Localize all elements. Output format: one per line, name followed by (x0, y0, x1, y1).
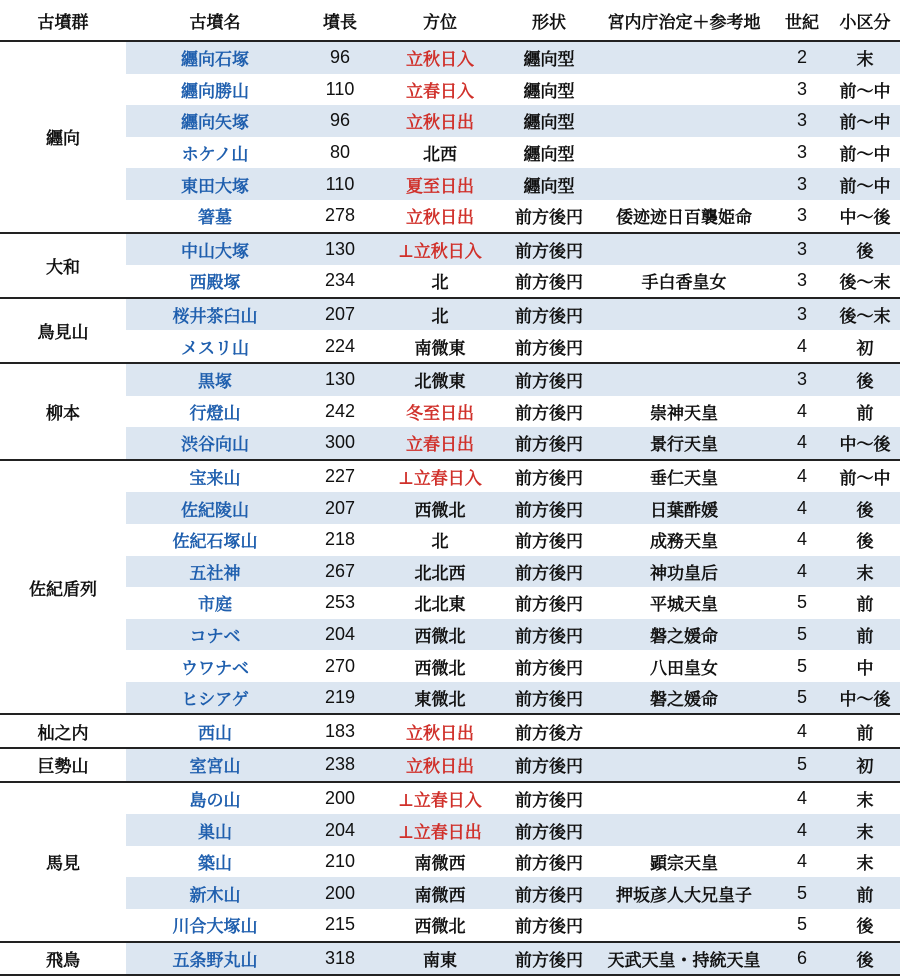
length-cell: 318 (304, 942, 376, 976)
subdivision-cell: 初 (856, 338, 874, 359)
kofun-name-cell: 新木山 (126, 877, 304, 909)
kofun-name-cell: 箸墓 (198, 208, 232, 229)
century-cell: 3 (796, 205, 807, 226)
direction-cell: 西微北 (414, 658, 466, 679)
length-cell: 278 (324, 205, 356, 226)
header-shape: 形状 (504, 0, 594, 41)
subdivision-cell: 後～末 (839, 273, 891, 294)
century-cell: 3 (796, 142, 807, 163)
group-cell: 馬見 (0, 782, 126, 942)
direction-cell: ⊥立春日入 (376, 460, 504, 493)
direction-cell: 南微西 (414, 854, 466, 875)
century-cell: 4 (796, 529, 807, 550)
kofun-name-cell: 佐紀陵山 (126, 492, 304, 524)
century-cell: 5 (774, 748, 830, 782)
subdivision-cell: 中～後 (830, 427, 900, 460)
length-cell: 200 (304, 782, 376, 815)
length-cell: 80 (329, 142, 351, 163)
kofun-name-cell: 纒向石塚 (126, 41, 304, 74)
direction-cell: 北微東 (376, 363, 504, 396)
kofun-name-cell: 纒向矢塚 (126, 105, 304, 137)
table-body (0, 41, 900, 975)
kofun-name-cell: 佐紀石塚山 (172, 532, 258, 553)
shape-cell: 前方後円 (515, 532, 583, 553)
kofun-name-cell: 川合大塚山 (172, 917, 258, 938)
direction-cell: 立春日入 (406, 81, 474, 102)
kofun-name-cell: 渋谷向山 (126, 427, 304, 460)
table-row (0, 846, 900, 878)
shape-cell: 前方後円 (504, 748, 594, 782)
table-row (0, 265, 900, 298)
direction-cell: 立秋日出 (376, 748, 504, 782)
shape-cell: 前方後円 (504, 814, 594, 846)
subdivision-cell: 前～中 (839, 145, 891, 166)
length-cell: 224 (324, 335, 356, 356)
direction-cell: ⊥立春日入 (376, 782, 504, 815)
century-cell: 5 (796, 592, 807, 613)
direction-cell: 北西 (423, 145, 457, 166)
length-cell: 204 (304, 619, 376, 651)
header-imperial-designation: 宮内庁治定＋参考地 (594, 0, 774, 41)
length-cell: 300 (304, 427, 376, 460)
designation-cell (594, 363, 774, 396)
length-cell: 242 (324, 400, 356, 421)
designation-cell (594, 330, 774, 363)
shape-cell: 前方後円 (504, 877, 594, 909)
kofun-name-cell: 市庭 (198, 595, 232, 616)
header-row (0, 0, 900, 41)
length-cell: 218 (324, 529, 356, 550)
table-row (0, 619, 900, 651)
century-cell: 4 (774, 556, 830, 588)
subdivision-cell: 後 (856, 917, 874, 938)
direction-cell: 南東 (376, 942, 504, 976)
table-row (0, 524, 900, 556)
header-length: 墳長 (304, 0, 376, 41)
century-cell: 4 (796, 335, 807, 356)
kofun-name-cell: 黒塚 (126, 363, 304, 396)
length-cell: 234 (324, 270, 356, 291)
group-cell: 鳥見山 (0, 298, 126, 363)
length-cell: 227 (304, 460, 376, 493)
century-cell: 4 (774, 714, 830, 748)
direction-cell: 南微東 (414, 338, 466, 359)
length-cell: 200 (304, 877, 376, 909)
shape-cell: 前方後円 (504, 427, 594, 460)
shape-cell: 前方後円 (504, 782, 594, 815)
table-row (0, 587, 900, 619)
length-cell: 96 (304, 41, 376, 74)
direction-cell: 立秋日出 (406, 208, 474, 229)
century-cell: 4 (796, 851, 807, 872)
length-cell: 96 (304, 105, 376, 137)
designation-cell (594, 714, 774, 748)
length-cell: 207 (304, 492, 376, 524)
length-cell: 210 (324, 851, 356, 872)
table-row (0, 200, 900, 233)
shape-cell: 前方後円 (515, 208, 583, 229)
direction-cell: 北北東 (414, 595, 466, 616)
length-cell: 110 (304, 168, 376, 200)
designation-cell: 成務天皇 (650, 532, 718, 553)
subdivision-cell: 前 (830, 877, 900, 909)
kofun-name-cell: 五社神 (126, 556, 304, 588)
kofun-name-cell: ウワナベ (181, 658, 249, 679)
shape-cell: 前方後円 (504, 460, 594, 493)
century-cell: 4 (774, 427, 830, 460)
subdivision-cell: 前～中 (830, 460, 900, 493)
subdivision-cell: 前～中 (830, 105, 900, 137)
designation-cell: 崇神天皇 (650, 403, 718, 424)
subdivision-cell: 初 (830, 748, 900, 782)
table-row (0, 814, 900, 846)
length-cell: 204 (304, 814, 376, 846)
century-cell: 4 (774, 814, 830, 846)
designation-cell: 顕宗天皇 (650, 854, 718, 875)
length-cell: 207 (304, 298, 376, 331)
table-row (0, 909, 900, 942)
shape-cell: 纒向型 (504, 168, 594, 200)
designation-cell (594, 74, 774, 106)
direction-cell: 西微北 (376, 492, 504, 524)
table-row (0, 105, 900, 137)
shape-cell: 纒向型 (523, 145, 575, 166)
designation-cell: 天武天皇・持統天皇 (594, 942, 774, 976)
designation-cell: 磐之媛命 (594, 619, 774, 651)
kofun-name-cell: 桜井茶臼山 (126, 298, 304, 331)
century-cell: 5 (796, 655, 807, 676)
length-cell: 130 (304, 363, 376, 396)
shape-cell: 前方後円 (515, 658, 583, 679)
direction-cell: ⊥立秋日入 (376, 233, 504, 266)
table-row (0, 460, 900, 493)
designation-cell (594, 105, 774, 137)
header-direction: 方位 (376, 0, 504, 41)
designation-cell: 押坂彦人大兄皇子 (594, 877, 774, 909)
shape-cell: 前方後円 (504, 363, 594, 396)
century-cell: 5 (774, 682, 830, 715)
designation-cell: 平城天皇 (650, 595, 718, 616)
century-cell: 6 (774, 942, 830, 976)
direction-cell: 夏至日出 (376, 168, 504, 200)
designation-cell: 神功皇后 (594, 556, 774, 588)
subdivision-cell: 前 (830, 619, 900, 651)
subdivision-cell: 後～末 (830, 298, 900, 331)
designation-cell (594, 298, 774, 331)
length-cell: 183 (304, 714, 376, 748)
kofun-name-cell: 行燈山 (189, 403, 241, 424)
kofun-name-cell: ヒシアゲ (126, 682, 304, 715)
table-row (0, 877, 900, 909)
group-cell: 飛鳥 (0, 942, 126, 976)
kofun-name-cell: 西殿塚 (189, 273, 241, 294)
length-cell: 215 (324, 914, 356, 935)
century-cell: 4 (774, 460, 830, 493)
direction-cell: 西微北 (414, 917, 466, 938)
century-cell: 5 (796, 914, 807, 935)
designation-cell: 八田皇女 (650, 658, 718, 679)
table-row (0, 168, 900, 200)
kofun-name-cell: 東田大塚 (126, 168, 304, 200)
subdivision-cell: 末 (830, 782, 900, 815)
shape-cell: 前方後方 (504, 714, 594, 748)
century-cell: 4 (774, 782, 830, 815)
direction-cell: 北 (431, 532, 449, 553)
direction-cell: 冬至日出 (406, 403, 474, 424)
direction-cell: 西微北 (376, 619, 504, 651)
length-cell: 270 (324, 655, 356, 676)
subdivision-cell: 後 (830, 363, 900, 396)
group-cell: 佐紀盾列 (0, 460, 126, 715)
century-cell: 3 (774, 233, 830, 266)
kofun-name-cell: 西山 (126, 714, 304, 748)
kofun-name-cell: メスリ山 (181, 338, 249, 359)
group-cell: 柳本 (0, 363, 126, 460)
subdivision-cell: 中～後 (839, 208, 891, 229)
table-row (0, 363, 900, 396)
century-cell: 3 (774, 363, 830, 396)
designation-cell (594, 41, 774, 74)
century-cell: 3 (796, 78, 807, 99)
header-century: 世紀 (774, 0, 830, 41)
subdivision-cell: 末 (830, 814, 900, 846)
table-row (0, 748, 900, 782)
table-row (0, 427, 900, 460)
table-row (0, 137, 900, 169)
shape-cell: 前方後円 (515, 273, 583, 294)
shape-cell: 前方後円 (504, 619, 594, 651)
direction-cell: 北北西 (376, 556, 504, 588)
direction-cell: 立秋日出 (376, 105, 504, 137)
length-cell: 130 (304, 233, 376, 266)
table-row (0, 942, 900, 976)
subdivision-cell: 前～中 (830, 168, 900, 200)
table-row (0, 396, 900, 428)
direction-cell: 立秋日入 (376, 41, 504, 74)
shape-cell: 纒向型 (504, 105, 594, 137)
kofun-name-cell: 五条野丸山 (126, 942, 304, 976)
direction-cell: 東微北 (376, 682, 504, 715)
century-cell: 3 (774, 105, 830, 137)
header-name: 古墳名 (126, 0, 304, 41)
shape-cell: 纒向型 (504, 41, 594, 74)
subdivision-cell: 後 (856, 532, 874, 553)
table-row (0, 330, 900, 363)
direction-cell: 南微西 (376, 877, 504, 909)
century-cell: 3 (774, 298, 830, 331)
group-cell: 杣之内 (0, 714, 126, 748)
subdivision-cell: 前 (856, 403, 874, 424)
group-cell: 纒向 (0, 41, 126, 233)
designation-cell (594, 168, 774, 200)
designation-cell: 景行天皇 (594, 427, 774, 460)
designation-cell: 垂仁天皇 (594, 460, 774, 493)
subdivision-cell: 後 (830, 233, 900, 266)
kofun-name-cell: ホケノ山 (181, 145, 249, 166)
subdivision-cell: 前 (856, 595, 874, 616)
designation-cell: 手白香皇女 (641, 273, 727, 294)
shape-cell: 前方後円 (504, 298, 594, 331)
header-group: 古墳群 (0, 0, 126, 41)
direction-cell: ⊥立春日出 (376, 814, 504, 846)
century-cell: 4 (796, 400, 807, 421)
table-row (0, 650, 900, 682)
shape-cell: 前方後円 (515, 595, 583, 616)
shape-cell: 前方後円 (515, 338, 583, 359)
century-cell: 3 (796, 270, 807, 291)
direction-cell: 立秋日出 (376, 714, 504, 748)
table-row (0, 233, 900, 266)
designation-cell: 磐之媛命 (594, 682, 774, 715)
century-cell: 2 (774, 41, 830, 74)
direction-cell: 立春日出 (376, 427, 504, 460)
table-row (0, 682, 900, 715)
length-cell: 267 (304, 556, 376, 588)
table-row (0, 74, 900, 106)
kofun-name-cell: 築山 (198, 854, 232, 875)
table-row (0, 492, 900, 524)
shape-cell: 前方後円 (504, 233, 594, 266)
century-cell: 5 (774, 619, 830, 651)
kofun-name-cell: 巣山 (126, 814, 304, 846)
shape-cell: 前方後円 (504, 942, 594, 976)
designation-cell: 日葉酢媛 (594, 492, 774, 524)
subdivision-cell: 後 (830, 492, 900, 524)
kofun-name-cell: 室宮山 (126, 748, 304, 782)
table-row (0, 41, 900, 74)
shape-cell: 前方後円 (504, 682, 594, 715)
direction-cell: 北 (376, 298, 504, 331)
length-cell: 219 (304, 682, 376, 715)
designation-cell (594, 748, 774, 782)
subdivision-cell: 末 (830, 556, 900, 588)
group-cell: 巨勢山 (0, 748, 126, 782)
table-row (0, 556, 900, 588)
subdivision-cell: 末 (856, 854, 874, 875)
designation-cell (594, 909, 774, 942)
subdivision-cell: 前～中 (839, 81, 891, 102)
shape-cell: 前方後円 (515, 854, 583, 875)
designation-cell (594, 782, 774, 815)
designation-cell (594, 814, 774, 846)
kofun-name-cell: 纒向勝山 (181, 81, 249, 102)
group-cell: 大和 (0, 233, 126, 298)
designation-cell: 倭迹迹日百襲姫命 (616, 208, 752, 229)
shape-cell: 纒向型 (523, 81, 575, 102)
length-cell: 253 (324, 592, 356, 613)
subdivision-cell: 中～後 (830, 682, 900, 715)
kofun-name-cell: 中山大塚 (126, 233, 304, 266)
table-row (0, 298, 900, 331)
designation-cell (594, 233, 774, 266)
subdivision-cell: 後 (830, 942, 900, 976)
subdivision-cell: 中 (856, 658, 874, 679)
subdivision-cell: 末 (830, 41, 900, 74)
kofun-name-cell: コナベ (126, 619, 304, 651)
century-cell: 3 (774, 168, 830, 200)
designation-cell (594, 137, 774, 169)
table-row (0, 782, 900, 815)
direction-cell: 北 (431, 273, 449, 294)
shape-cell: 前方後円 (515, 917, 583, 938)
century-cell: 5 (774, 877, 830, 909)
table-row (0, 714, 900, 748)
shape-cell: 前方後円 (504, 556, 594, 588)
century-cell: 4 (774, 492, 830, 524)
length-cell: 238 (304, 748, 376, 782)
shape-cell: 前方後円 (504, 492, 594, 524)
shape-cell: 前方後円 (515, 403, 583, 424)
kofun-name-cell: 島の山 (126, 782, 304, 815)
length-cell: 110 (325, 78, 355, 99)
header-subdivision: 小区分 (830, 0, 900, 41)
kofun-name-cell: 宝来山 (126, 460, 304, 493)
subdivision-cell: 前 (830, 714, 900, 748)
